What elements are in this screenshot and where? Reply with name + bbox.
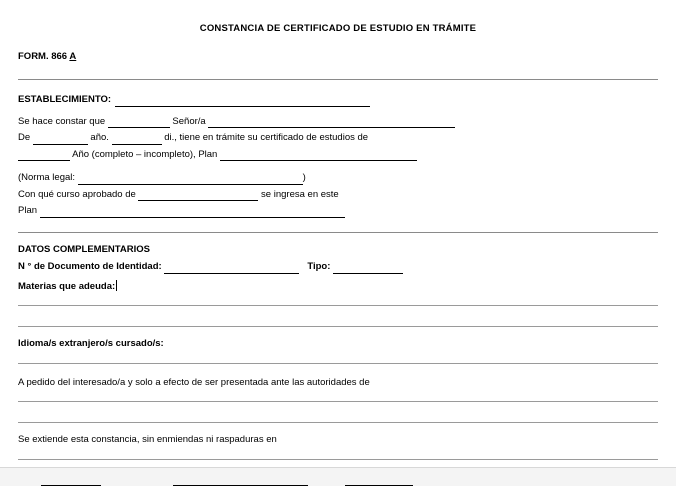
materias-line-2[interactable] [18, 326, 658, 327]
plan-field-2[interactable] [40, 207, 345, 218]
di-field[interactable] [112, 134, 162, 145]
pedido-line-2[interactable] [18, 422, 658, 423]
tipo-field[interactable] [333, 263, 403, 274]
hace-constar-label-a: Se hace constar que [18, 115, 108, 127]
pedido-line-1[interactable] [18, 401, 658, 402]
materias-line-1[interactable] [18, 305, 658, 306]
norma-legal-label: (Norma legal: [18, 172, 78, 183]
anio-completo-field[interactable] [18, 150, 70, 161]
idiomas-label: Idioma/s extranjero/s cursado/s: [18, 338, 164, 349]
plan-label: Plan [18, 205, 40, 216]
document-content [18, 0, 658, 468]
nombre-field-1[interactable] [108, 117, 170, 128]
establecimiento-field[interactable] [115, 96, 370, 107]
norma-legal-field[interactable] [78, 174, 303, 185]
nombre-field-2[interactable] [208, 117, 455, 128]
divider-datos [18, 232, 658, 233]
materias-adeuda-label: Materias que adeuda: [18, 280, 116, 292]
page-title: CONSTANCIA DE CERTIFICADO DE ESTUDIO EN TRÁMITE [199, 23, 477, 34]
senora-label: Señor/a [169, 115, 209, 127]
ingresa-label: se ingresa en este [258, 188, 339, 200]
text-cursor [116, 280, 117, 291]
establecimiento-label: ESTABLECIMIENTO: [18, 94, 112, 105]
plan-field-1[interactable] [220, 150, 417, 161]
anio-completo-label: Año (completo – incompleto), Plan [70, 148, 220, 160]
constancia-line-1[interactable] [18, 459, 658, 460]
datos-complementarios-heading: DATOS COMPLEMENTARIOS [18, 243, 150, 255]
pedido-interesado-text: A pedido del interesado/a y solo a efecto de ser presentada ante las autoridades de [18, 376, 370, 388]
constancia-text: Se extiende esta constancia, sin enmiendas ni raspaduras en [18, 434, 277, 445]
curso-aprobado-label: Con qué curso aprobado de [18, 188, 139, 200]
anio-label: año. [87, 132, 112, 143]
de-label: De [18, 132, 33, 143]
form-number [18, 51, 658, 62]
tramite-label: di., tiene en trámite su certificado de estudios de [161, 132, 369, 143]
norma-legal-close: ) [302, 172, 306, 183]
divider-top [18, 79, 658, 80]
form-number-variant: A [69, 51, 77, 62]
documento-identidad-label: N ° de Documento de Identidad: [18, 261, 165, 272]
curso-aprobado-field[interactable] [138, 190, 258, 201]
form-number-text: FORM. 866 [18, 51, 70, 62]
page-bottom-area [0, 468, 676, 483]
anio-field[interactable] [33, 134, 88, 145]
documento-identidad-field[interactable] [164, 263, 299, 274]
idiomas-line-1[interactable] [18, 363, 658, 364]
tipo-label: Tipo: [307, 261, 333, 272]
